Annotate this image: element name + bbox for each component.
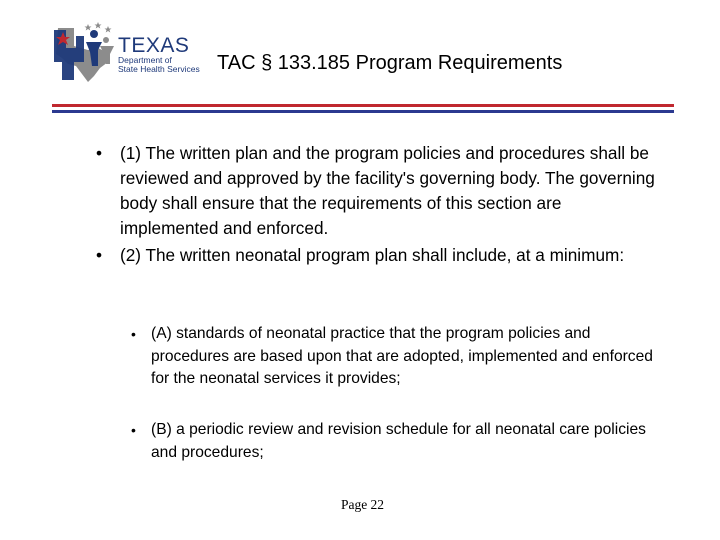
- sub-bullet-item: [131, 419, 671, 464]
- bullet-text: (1) The written plan and the program policies and procedures shall be reviewed and approved by the facility's governing body. The governing body shall ensure that the requirements of this section are implemented and enforced.: [120, 143, 655, 238]
- bullet-item: [96, 243, 660, 268]
- bullet-glyph: •: [96, 245, 103, 265]
- header-rule-red: [52, 104, 674, 107]
- logo-wordmark: [118, 36, 200, 74]
- logo-texas-text: TEXAS: [118, 34, 190, 57]
- slide-title: TAC § 133.185 Program Requirements: [217, 52, 563, 74]
- sub-bullet-text: (B) a periodic review and revision schedule for all neonatal care policies and procedures;: [151, 421, 646, 461]
- sub-bullet-glyph: •: [131, 326, 136, 342]
- sub-bullet-item: [131, 323, 671, 391]
- sub-bullet-glyph: •: [131, 422, 136, 438]
- bullet-item: [96, 141, 660, 241]
- logo-dept-line2: State Health Services: [118, 64, 200, 74]
- texas-map-icon: [52, 22, 118, 84]
- logo-dept-line1: Department of: [118, 55, 172, 65]
- header-rule-blue: [52, 110, 674, 113]
- bullet-glyph: •: [96, 143, 103, 163]
- sub-bullet-text: (A) standards of neonatal practice that the program policies and procedures are based upon that are adopted, implemented and enforced for the neonatal services it provides;: [151, 325, 653, 387]
- page-number: Page 22: [340, 497, 385, 512]
- bullet-text: (2) The written neonatal program plan shall include, at a minimum:: [120, 245, 625, 265]
